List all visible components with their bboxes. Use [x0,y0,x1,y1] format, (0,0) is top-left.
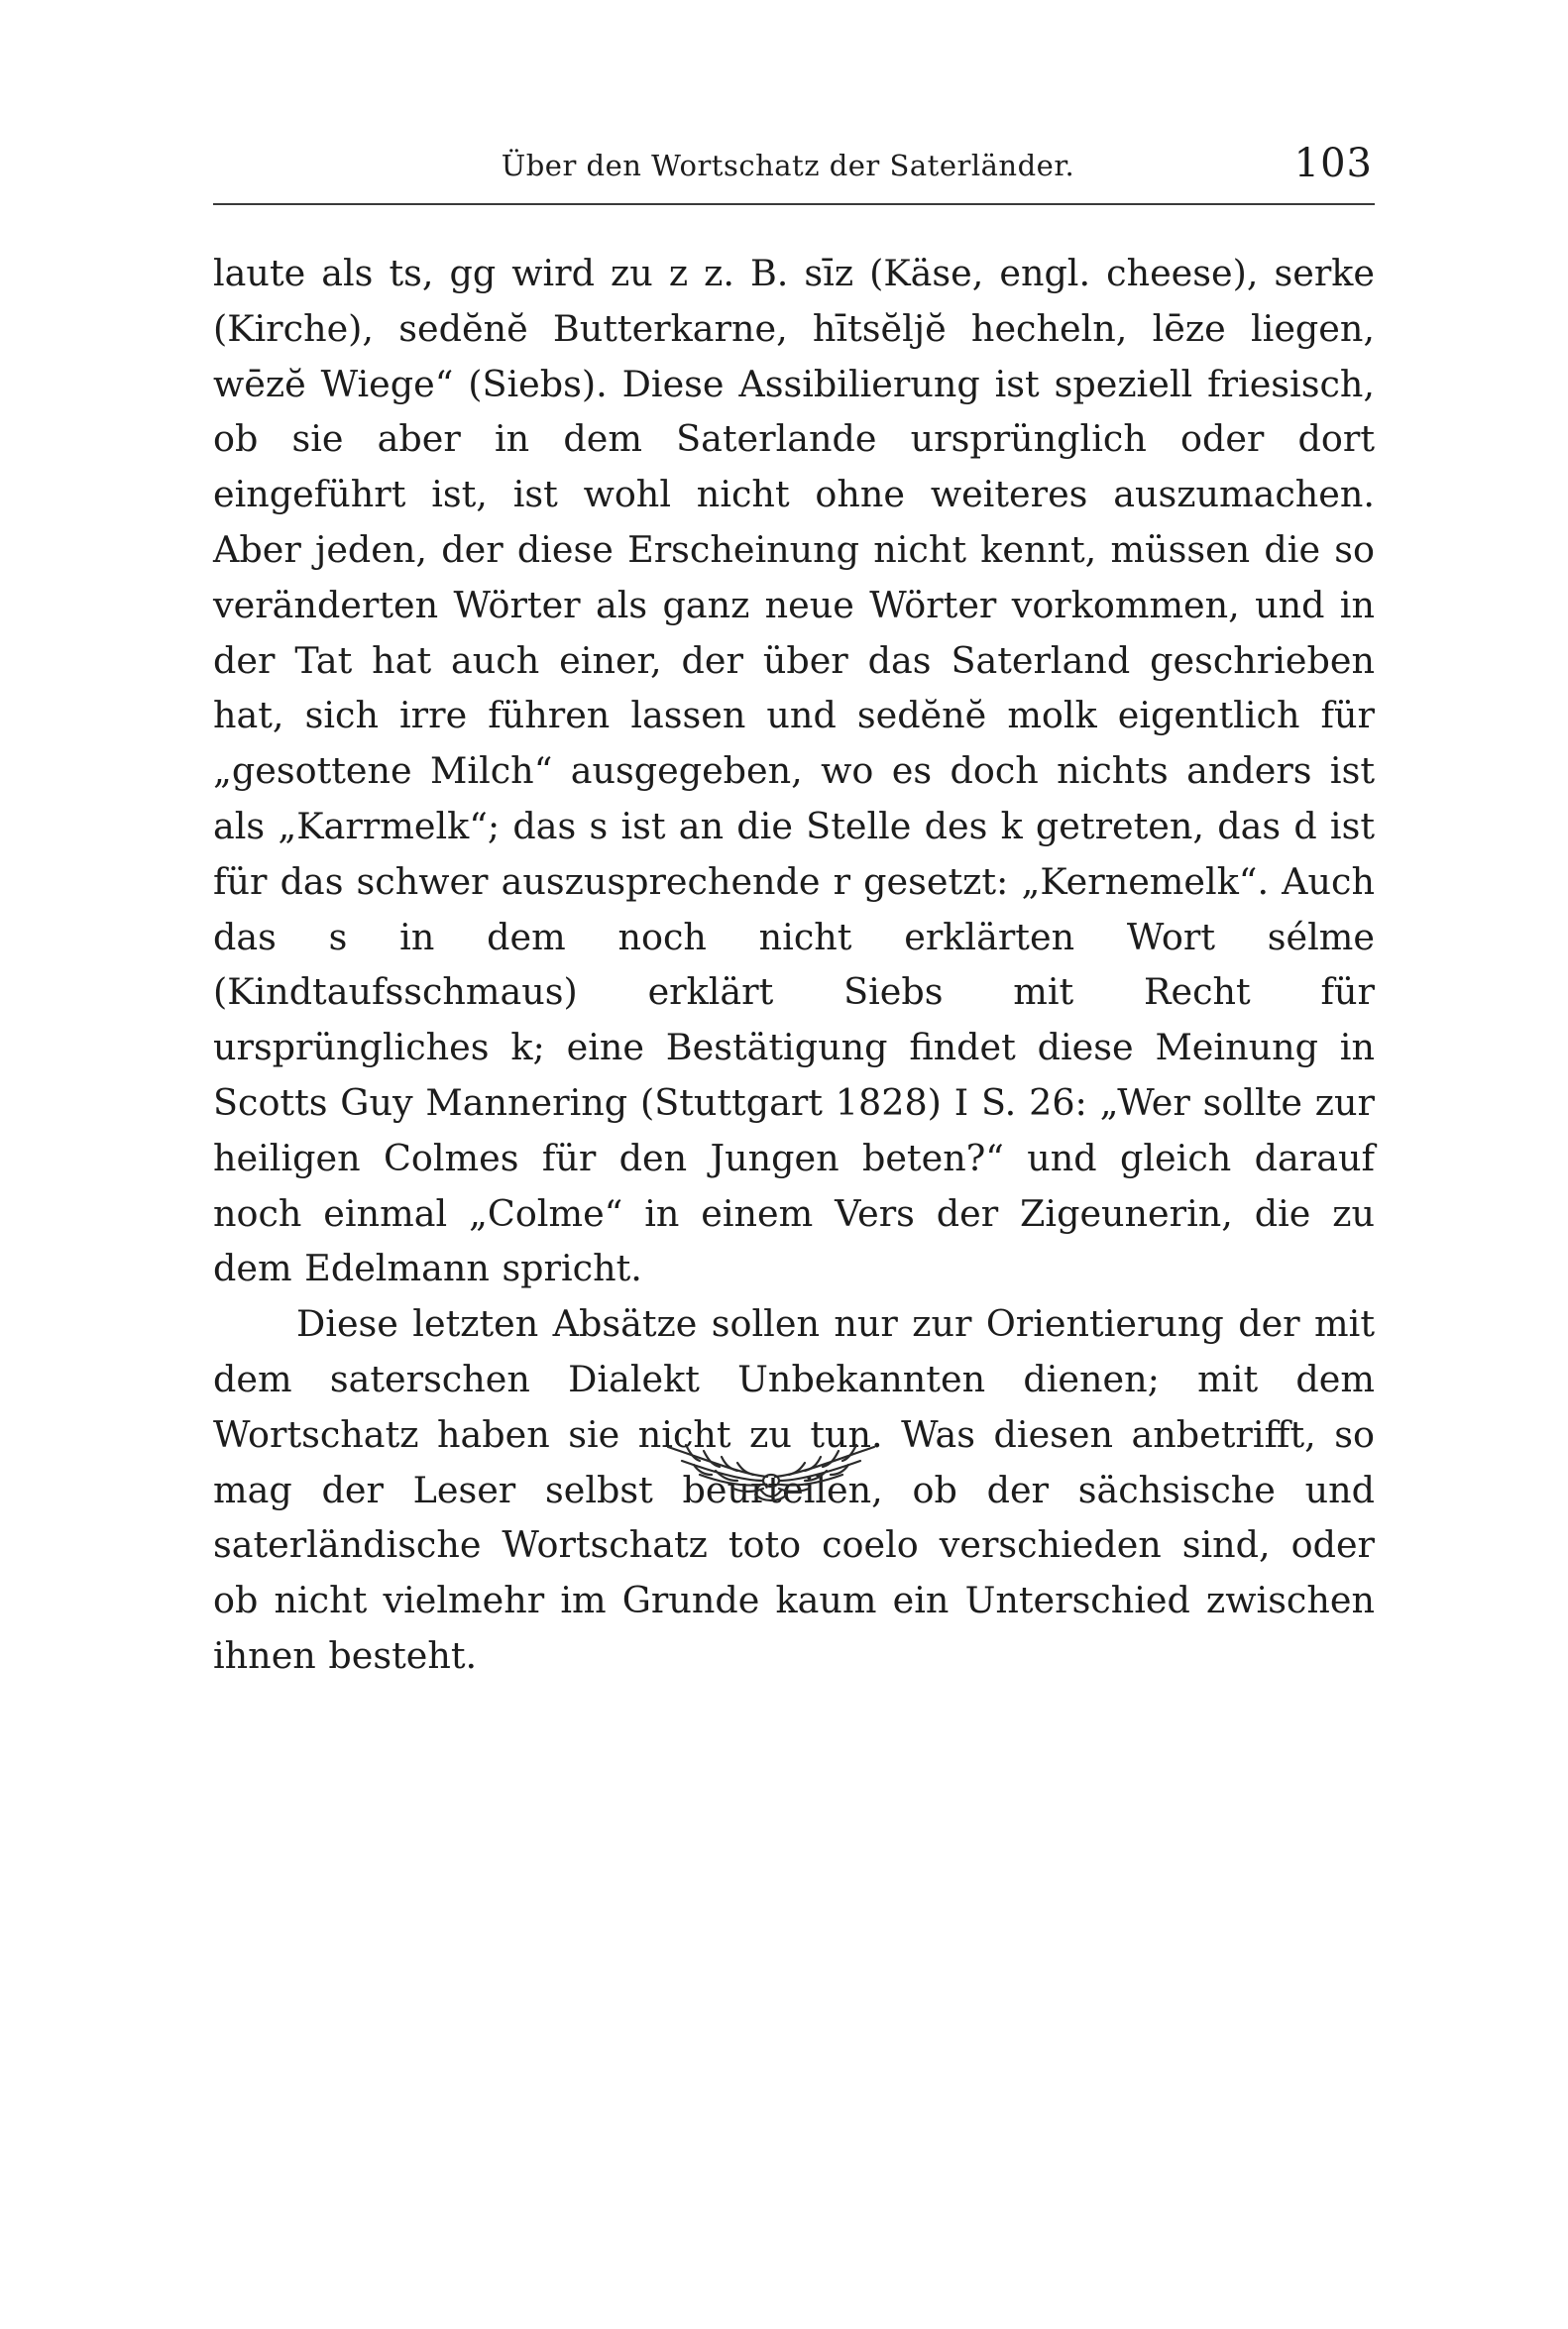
running-title: Über den Wortschatz der Saterländer. [501,149,1075,182]
paragraph-1: laute als ts, gg wird zu z z. B. sīz (Käse, engl. cheese), serke (Kirche), sedĕnĕ Butterkarne, hītsĕljĕ hecheln, lēze liegen, wēzĕ Wiege“ (Siebs). Diese Assibilierung ist speziell friesisch, ob sie aber in dem Saterlande ursprünglich oder dort eingeführt ist, ist wohl nicht ohne weiteres auszumachen. Aber jeden, der diese Erscheinung nicht kennt, müssen die so veränderten Wörter als ganz neue Wörter vorkommen, und in der Tat hat auch einer, der über das Saterland geschrieben hat, sich irre führen lassen und sedĕnĕ molk eigentlich für „gesottene Milch“ ausgegeben, wo es doch nichts anders ist als „Karrmelk“; das s ist an die Stelle des k getreten, das d ist für das schwer auszusprechende r gesetzt: „Kernemelk“. Auch das s in dem noch nicht erklärten Wort sélme (Kindtaufsschmaus) erklärt Siebs mit Recht für ursprüngliches k; eine Bestätigung findet diese Meinung in Scotts Guy Mannering (Stuttgart 1828) I S. 26: „Wer sollte zur heiligen Colmes für den Jungen beten?“ und gleich darauf noch einmal „Colme“ in einem Vers der Zigeunerin, die zu dem Edelmann spricht. [213,252,1375,1290]
paragraph-2: Diese letzten Absätze sollen nur zur Orientierung der mit dem saterschen Dialekt Unbekannten dienen; mit dem Wortschatz haben sie nicht zu tun. Was diesen anbetrifft, so mag der Leser selbst beurteilen, ob der sächsische und saterländische Wortschatz toto coelo verschieden sind, oder ob nicht vielmehr im Grunde kaum ein Unterschied zwischen ihnen besteht. [213,1302,1375,1677]
header-rule [213,203,1375,205]
page-number: 103 [1293,141,1373,186]
vignette-ornament-icon [664,1437,878,1506]
running-head [203,141,1373,200]
